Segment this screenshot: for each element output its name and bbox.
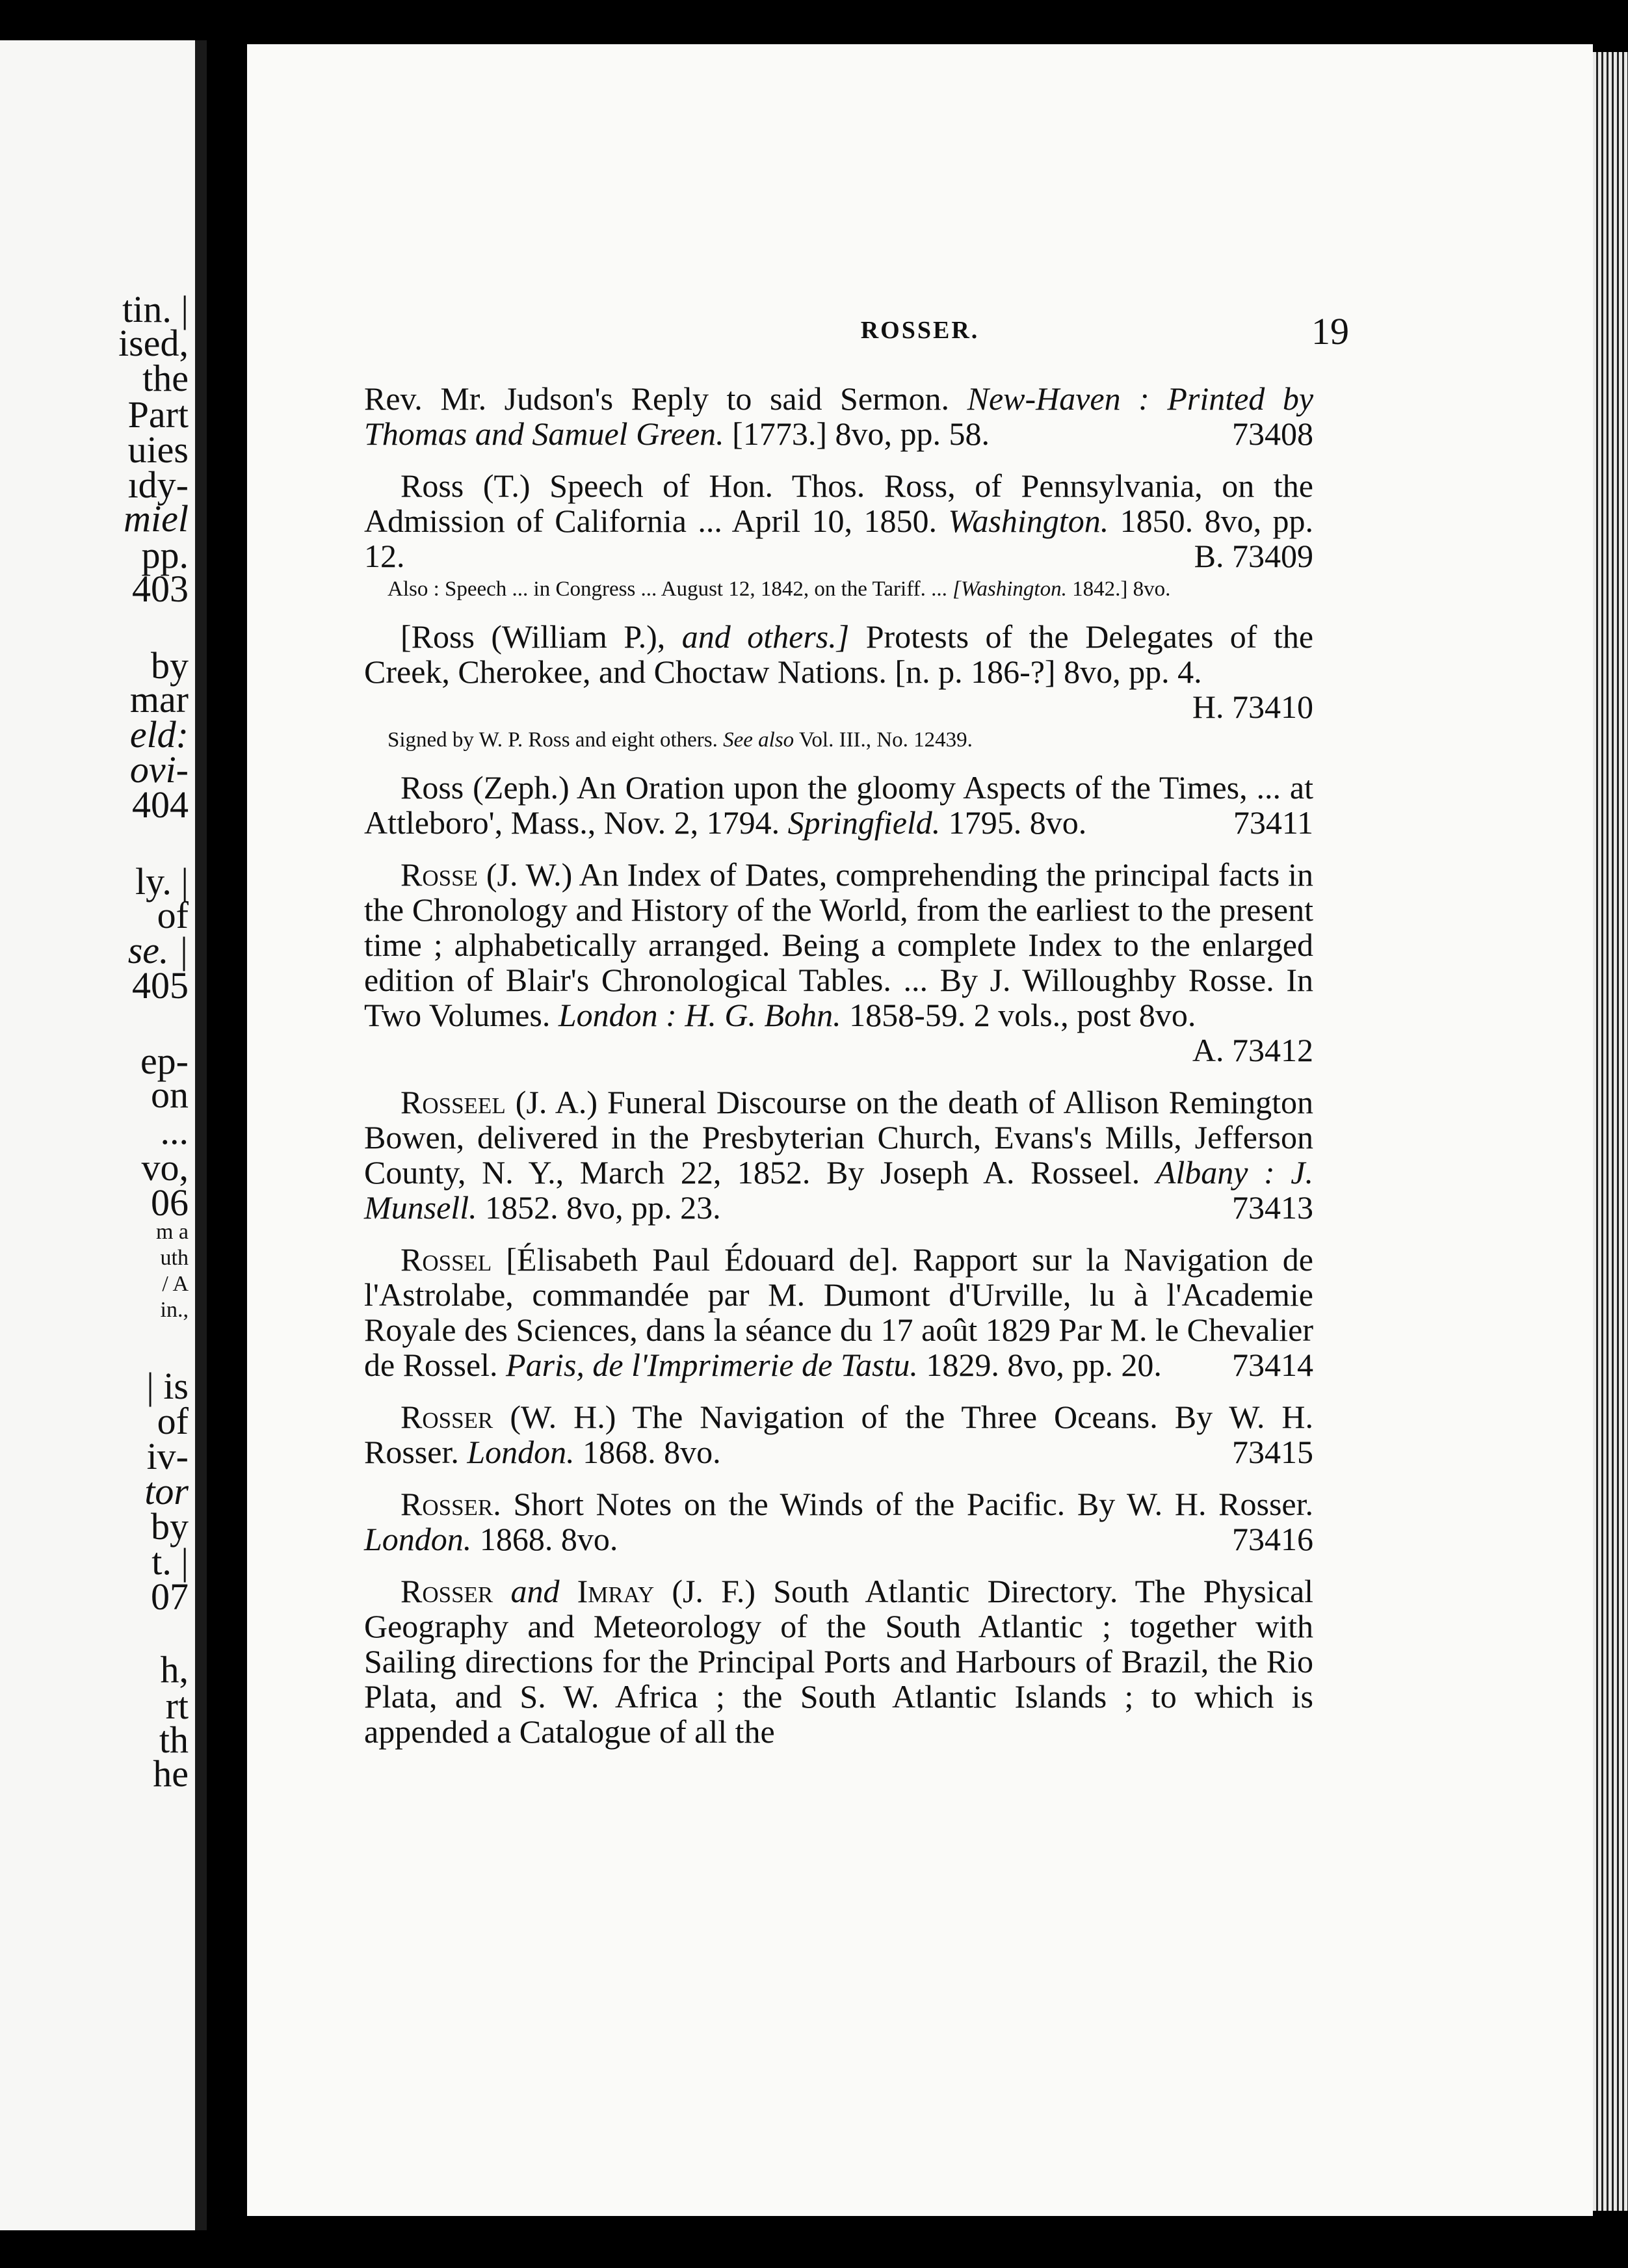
- facing-page-fragment: 403: [132, 568, 189, 610]
- entry-note: Signed by W. P. Ross and eight others. See also Vol. III., No. 12439.: [387, 728, 973, 752]
- facing-page-fragment: uth: [160, 1246, 189, 1270]
- facing-page-fragment: 06: [151, 1181, 189, 1224]
- entry-number: 73408: [1232, 415, 1313, 452]
- entry-format: 1852. 8vo, pp. 23.: [485, 1189, 721, 1226]
- facing-page-fragment: tin. |: [122, 288, 189, 330]
- entry-format: [1773.] 8vo, pp. 58.: [732, 415, 990, 452]
- facing-page-fragment: 07: [151, 1576, 189, 1618]
- facing-page-fragment: 405: [132, 964, 189, 1007]
- entry-imprint: London.: [467, 1434, 575, 1470]
- facing-page-fragment: on: [151, 1074, 189, 1116]
- entry-format: 1868. 8vo.: [583, 1434, 721, 1470]
- entry-73411: [364, 770, 1313, 840]
- entry-number: 73415: [1232, 1434, 1313, 1470]
- entry-coauthor: Imray: [577, 1573, 655, 1609]
- entry-format: Protests of the Delegates of the Creek, Cherokee, and Choctaw Nations. [n. p. 186-?] 8vo, pp. 4.: [364, 618, 1314, 690]
- facing-page-fragment: uies: [127, 429, 189, 471]
- facing-page-fragment: ...: [160, 1110, 189, 1152]
- entry-text: Short Notes on the Winds of the Pacific. By W. H. Rosser.: [513, 1486, 1313, 1522]
- entry-number: B. 73409: [1194, 538, 1313, 574]
- entry-imprint: Paris, de l'Imprimerie de Tastu.: [506, 1347, 918, 1383]
- facing-page-fragment: of: [157, 894, 189, 936]
- running-head: ROSSER.: [860, 317, 980, 344]
- entry-format: 1850. 8vo, pp. 12.: [364, 503, 1314, 574]
- facing-page-fragment: of: [157, 1400, 189, 1442]
- facing-page: [0, 40, 207, 2230]
- facing-page-fragment: ly. |: [135, 860, 189, 903]
- facing-page-fragment: eld:: [129, 713, 189, 756]
- facing-page-fragment: the: [142, 357, 189, 399]
- facing-page-fragment: th: [159, 1719, 189, 1761]
- page-header: [247, 310, 1593, 355]
- facing-page-fragment: Part: [127, 393, 189, 436]
- entry-imprint: London : H. G. Bohn.: [558, 997, 841, 1033]
- entry-note: Also : Speech ... in Congress ... August 12, 1842, on the Tariff. ... [Washington. 1842.] 8vo.: [387, 577, 1171, 601]
- facing-page-fragment: mar: [129, 678, 189, 720]
- entry-format: 1829. 8vo, pp. 20.: [926, 1347, 1162, 1383]
- facing-page-fragment: ovi-: [129, 748, 189, 791]
- entry-number: A. 73412: [1192, 1032, 1313, 1068]
- entry-text: Rev. Mr. Judson's Reply to said Sermon.: [364, 380, 950, 417]
- facing-page-fragment: vo,: [141, 1146, 189, 1189]
- entry-text: (J. A.) Funeral Discourse on the death of Allison Remington Bowen, delivered in the Presbyterian Church, Evans's Mills, Jefferson County, N. Y., March 22, 1852. By Joseph A. Rosseel.: [364, 1084, 1313, 1191]
- entry-imprint: Springfield.: [787, 804, 941, 841]
- entry-73413: [364, 1085, 1313, 1225]
- catalog-entries: [364, 381, 1313, 1766]
- facing-page-fragment: miel: [124, 497, 189, 540]
- entry-73410: [Ross (William P.), and others.] Protests of the Delegates of the Creek, Cherokee, and Choctaw Nations. [n. p. 186-?] 8vo, pp. 4. H. 73410 Signed by W. P. Ross and eight others. See also Vol. III., No. 12439.: [364, 618, 1314, 752]
- entry-73408: [364, 381, 1313, 451]
- facing-page-fragment: rt: [165, 1685, 189, 1727]
- entry-author: Rossel: [400, 1241, 492, 1278]
- entry-text: (W. H.) The Navigation of the Three Oceans. By W. H. Rosser.: [364, 1399, 1313, 1470]
- entry-author: Rosser.: [400, 1486, 501, 1522]
- entry-text: [Ross (William P.),: [400, 618, 666, 655]
- entry-format: 1868. 8vo.: [479, 1521, 618, 1557]
- entry-number: 73411: [1233, 804, 1313, 841]
- entry-73414: [364, 1242, 1313, 1382]
- entry-author: Rosse: [400, 856, 478, 893]
- entry-text: (J. F.) South Atlantic Directory. The Physical Geography and Meteorology of the South Atlantic ; together with Sailing directions for the Principal Ports and Harbours of Brazil, the Rio Plata, and S. W. Africa ; the South Atlantic Islands ; to which is appended a Catalogue of all the: [364, 1573, 1314, 1750]
- facing-page-fragment: ıdy-: [127, 464, 189, 506]
- entry-text: [Élisabeth Paul Édouard de]. Rapport sur la Navigation de l'Astrolabe, commandée par M. Dumont d'Urville, lu à l'Academie Royale des Sciences, dans la séance du 17 août 1829 Par M. le Chevalier de Rossel.: [364, 1241, 1313, 1383]
- entry-number: 73414: [1232, 1347, 1313, 1383]
- facing-page-fragment: he: [153, 1752, 189, 1795]
- entry-author: Rosser: [400, 1573, 493, 1609]
- page: [247, 44, 1593, 2216]
- facing-page-fragment: 404: [132, 784, 189, 826]
- facing-page-fragment: t. |: [151, 1540, 189, 1583]
- facing-page-fragment: ised,: [118, 322, 189, 364]
- entry-imprint: New-Haven : Printed by Thomas and Samuel Green.: [364, 380, 1314, 452]
- facing-page-fragment: in.,: [160, 1298, 189, 1322]
- entry-author: Rosseel: [400, 1084, 506, 1120]
- entry-73409: [364, 468, 1313, 602]
- entry-number: 73416: [1232, 1521, 1313, 1557]
- facing-page-fragment: se. |: [127, 929, 189, 971]
- entry-author: Rosser: [400, 1399, 493, 1435]
- entry-imprint: Albany : J. Munsell.: [364, 1154, 1313, 1226]
- facing-page-fragment: | is: [146, 1365, 189, 1407]
- entry-imprint: London.: [364, 1521, 472, 1557]
- entry-text: Ross (T.) Speech of Hon. Thos. Ross, of Pennsylvania, on the Admission of California ... April 10, 1850.: [364, 468, 1313, 539]
- facing-page-fragment: ep-: [140, 1040, 189, 1082]
- facing-page-fragment: by: [151, 644, 189, 687]
- entry-text: (J. W.) An Index of Dates, comprehending the principal facts in the Chronology and History of the World, from the earliest to the present time ; alphabetically arranged. Being a complete Index to the enlarged edition of Blair's Chronological Tables. ... By J. Willoughby Rosse. In Two Volumes.: [364, 856, 1314, 1033]
- entry-73416: [364, 1486, 1313, 1557]
- entry-imprint: Washington.: [948, 503, 1109, 539]
- facing-page-fragment: by: [151, 1505, 189, 1548]
- entry-73415: [364, 1399, 1313, 1470]
- facing-page-fragment: h,: [160, 1648, 189, 1691]
- entry-format: 1795. 8vo.: [948, 804, 1087, 841]
- facing-page-fragment: m a: [155, 1220, 189, 1244]
- entry-73417: Rosser and Imray (J. F.) South Atlantic Directory. The Physical Geography and Meteorology of the South Atlantic ; together with Sailing directions for the Principal Ports and Harbours of Brazil, the Rio Plata, and S. W. Africa ; the South Atlantic Islands ; to which is appended a Catalogue of all the: [364, 1573, 1314, 1750]
- entry-number: 73413: [1232, 1189, 1313, 1226]
- facing-page-gutter: [195, 40, 207, 2230]
- facing-page-fragment: pp.: [141, 534, 189, 576]
- entry-format: 1858-59. 2 vols., post 8vo.: [849, 997, 1196, 1033]
- entry-73412: [364, 857, 1313, 1068]
- facing-page-fragment: iv-: [146, 1435, 189, 1477]
- entry-number: H. 73410: [1192, 689, 1313, 725]
- entry-text: Ross (Zeph.) An Oration upon the gloomy Aspects of the Times, ... at Attleboro', Mass., Nov. 2, 1794.: [364, 769, 1313, 841]
- facing-page-fragment: tor: [144, 1470, 189, 1512]
- page-number: 19: [1311, 310, 1349, 352]
- page-edges: [1593, 52, 1628, 2211]
- facing-page-fragment: / A: [162, 1272, 189, 1296]
